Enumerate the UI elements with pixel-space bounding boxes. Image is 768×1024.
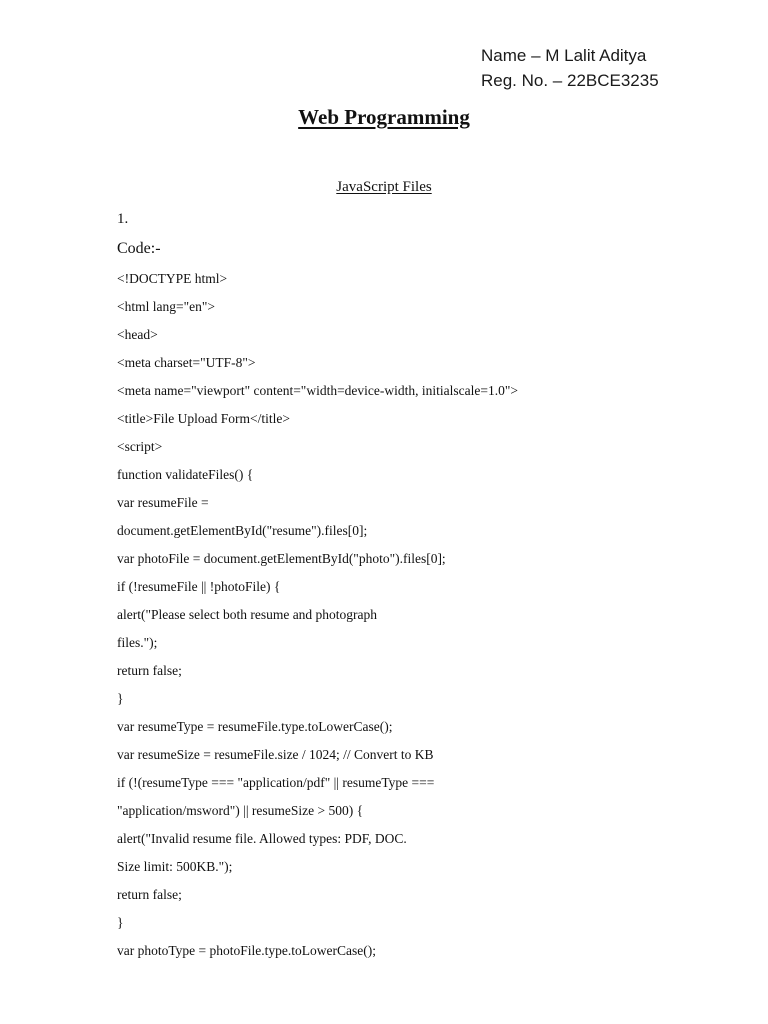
code-line: if (!(resumeType === "application/pdf" || resumeType === [117,775,435,790]
code-line: if (!resumeFile || !photoFile) { [117,579,281,594]
author-name: Name – M Lalit Aditya [481,46,647,65]
section-title: JavaScript Files [336,179,432,195]
question-number: 1. [117,211,129,227]
code-line: function validateFiles() { [117,467,254,482]
code-line: } [117,691,124,706]
code-line: return false; [117,887,182,902]
code-label: Code:- [117,240,161,257]
code-line: alert("Invalid resume file. Allowed types: PDF, DOC. [117,831,407,846]
code-line: return false; [117,663,182,678]
code-line: } [117,915,124,930]
code-line: files."); [117,635,158,650]
registration-number: Reg. No. – 22BCE3235 [481,71,659,90]
code-line: var resumeType = resumeFile.type.toLowerCase(); [117,719,393,734]
code-line: <meta name="viewport" content="width=device-width, initialscale=1.0"> [117,383,518,398]
code-listing [117,268,518,968]
code-line: var photoFile = document.getElementById("photo").files[0]; [117,551,446,566]
code-line: <!DOCTYPE html> [117,271,228,286]
code-line: <meta charset="UTF-8"> [117,355,256,370]
code-line: "application/msword") || resumeSize > 500) { [117,803,364,818]
code-line: <head> [117,327,158,342]
code-line: alert("Please select both resume and photograph [117,607,378,622]
code-line: <title>File Upload Form</title> [117,411,290,426]
document-title: Web Programming [298,105,470,129]
code-line: Size limit: 500KB."); [117,859,233,874]
code-line: var resumeSize = resumeFile.size / 1024; // Convert to KB [117,747,434,762]
code-line: var photoType = photoFile.type.toLowerCase(); [117,943,376,958]
code-line: document.getElementById("resume").files[0]; [117,523,368,538]
code-line: var resumeFile = [117,495,209,510]
code-line: <script> [117,439,163,454]
author-info [481,43,659,93]
code-line: <html lang="en"> [117,299,215,314]
